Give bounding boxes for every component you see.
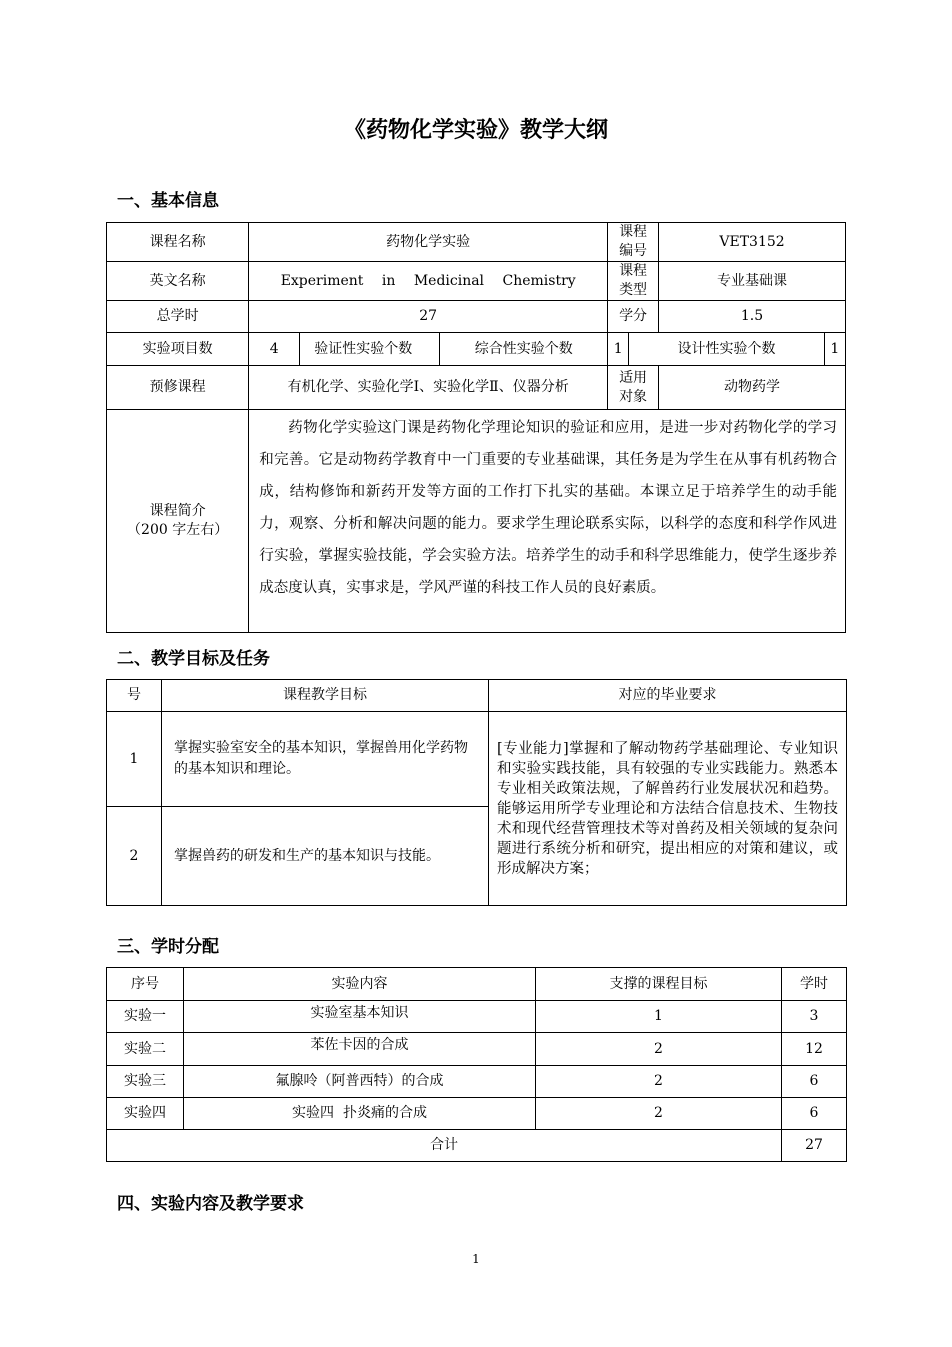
section-heading-hours: 三、学时分配 xyxy=(117,937,219,957)
experiment-content: 苯佐卡因的合成 xyxy=(184,1033,536,1066)
intro-label-line1: 课程简介 xyxy=(149,503,206,519)
total-hours-label: 总学时 xyxy=(107,301,249,333)
experiment-seq: 实验三 xyxy=(107,1066,184,1098)
experiment-seq: 实验四 xyxy=(107,1098,184,1130)
intro-cell xyxy=(249,410,846,633)
section-heading-goals: 二、教学目标及任务 xyxy=(117,649,270,669)
goal-row-no: 2 xyxy=(107,807,162,906)
goal-row-no: 1 xyxy=(107,712,162,807)
course-code-value: VET3152 xyxy=(659,223,846,262)
total-hours: 27 xyxy=(782,1130,847,1162)
table-row xyxy=(107,1066,847,1098)
page-number: 1 xyxy=(472,1252,480,1266)
hours-col-content: 实验内容 xyxy=(184,968,536,1001)
course-introduction: 药物化学实验这门课是药物化学理论知识的验证和应用，是进一步对药物化学的学习和完善。它是动物药学教育中一门重要的专业基础课，其任务是为学生在从事有机药物合成，结构修饰和新药开发等方面的工作打下扎实的基础。本课立足于培养学生的动手能力，观察、分析和解决问题的能力。要求学生理论联系实际，以科学的态度和科学作风进行实验，掌握实验技能，学会实验方法。培养学生的动手和科学思维能力，使学生逐步养成态度认真，实事求是，学风严谨的科技工作人员的良好素质。 xyxy=(259,420,837,596)
experiment-content: 氟腺呤（阿普西特）的合成 xyxy=(184,1066,536,1098)
projects-value: 4 xyxy=(249,333,300,366)
goal-row-text: 掌握兽药的研发和生产的基本知识与技能。 xyxy=(162,807,489,906)
experiment-hours: 6 xyxy=(782,1066,847,1098)
course-type-value: 专业基础课 xyxy=(659,262,846,301)
experiment-goal: 2 xyxy=(536,1033,782,1066)
total-hours-value: 27 xyxy=(249,301,608,333)
target-label: 适用对象 xyxy=(608,366,659,410)
goals-table xyxy=(106,679,847,906)
projects-label: 实验项目数 xyxy=(107,333,249,366)
total-label: 合计 xyxy=(107,1130,782,1162)
intro-label-line2: （200 字左右） xyxy=(127,522,229,538)
experiment-goal: 1 xyxy=(536,1001,782,1033)
experiment-hours: 6 xyxy=(782,1098,847,1130)
experiment-goal: 2 xyxy=(536,1066,782,1098)
section-heading-content: 四、实验内容及教学要求 xyxy=(117,1194,304,1214)
course-type-label: 课程类型 xyxy=(608,262,659,301)
total-row xyxy=(107,1130,847,1162)
experiment-hours: 12 xyxy=(782,1033,847,1066)
hours-col-seq: 序号 xyxy=(107,968,184,1001)
english-name-label: 英文名称 xyxy=(107,262,249,301)
goal-row-text: 掌握实验室安全的基本知识，掌握兽用化学药物的基本知识和理论。 xyxy=(162,712,489,807)
experiment-goal: 2 xyxy=(536,1098,782,1130)
comprehensive-label-text: 综合性实验个数 xyxy=(474,340,573,357)
hours-col-hours: 学时 xyxy=(782,968,847,1001)
comprehensive-value: 1 xyxy=(608,333,629,366)
verify-label: 验证性实验个数 xyxy=(300,333,440,366)
table-row xyxy=(107,1033,847,1066)
comprehensive-label xyxy=(440,333,608,366)
goals-col-no: 号 xyxy=(107,680,162,712)
goals-col-goal: 课程教学目标 xyxy=(162,680,489,712)
prereq-value: 有机化学、实验化学Ⅰ、实验化学Ⅱ、仪器分析 xyxy=(249,366,608,410)
section-heading-basic-info: 一、基本信息 xyxy=(117,191,219,211)
hours-col-goal: 支撑的课程目标 xyxy=(536,968,782,1001)
experiment-content: 实验四 扑炎痛的合成 xyxy=(184,1098,536,1130)
course-name-label: 课程名称 xyxy=(107,223,249,262)
goals-col-req: 对应的毕业要求 xyxy=(489,680,847,712)
design-value: 1 xyxy=(824,333,845,366)
target-value: 动物药学 xyxy=(659,366,846,410)
hours-table xyxy=(106,967,847,1162)
course-code-label: 课程编号 xyxy=(608,223,659,262)
page-title: 《药物化学实验》教学大纲 xyxy=(343,118,608,143)
course-name-value: 药物化学实验 xyxy=(249,223,608,262)
table-row xyxy=(107,1098,847,1130)
basic-info-table xyxy=(106,222,846,633)
design-label: 设计性实验个数 xyxy=(629,333,824,366)
experiment-content: 实验室基本知识 xyxy=(184,1001,536,1033)
table-row xyxy=(107,1001,847,1033)
experiment-seq: 实验一 xyxy=(107,1001,184,1033)
experiment-seq: 实验二 xyxy=(107,1033,184,1066)
intro-label xyxy=(107,410,249,633)
english-name-value: Experiment in Medicinal Chemistry xyxy=(249,262,608,301)
prereq-label: 预修课程 xyxy=(107,366,249,410)
experiment-hours: 3 xyxy=(782,1001,847,1033)
graduation-requirement: [专业能力]掌握和了解动物药学基础理论、专业知识和实验实践技能，具有较强的专业实践能力。熟悉本专业相关政策法规，了解兽药行业发展状况和趋势。能够运用所学专业理论和方法结合信息技术、生物技术和现代经营管理技术等对兽药及相关领域的复杂问题进行系统分析和研究，提出相应的对策和建议，或形成解决方案； xyxy=(489,712,847,906)
credits-value: 1.5 xyxy=(659,301,846,333)
credits-label: 学分 xyxy=(608,301,659,333)
